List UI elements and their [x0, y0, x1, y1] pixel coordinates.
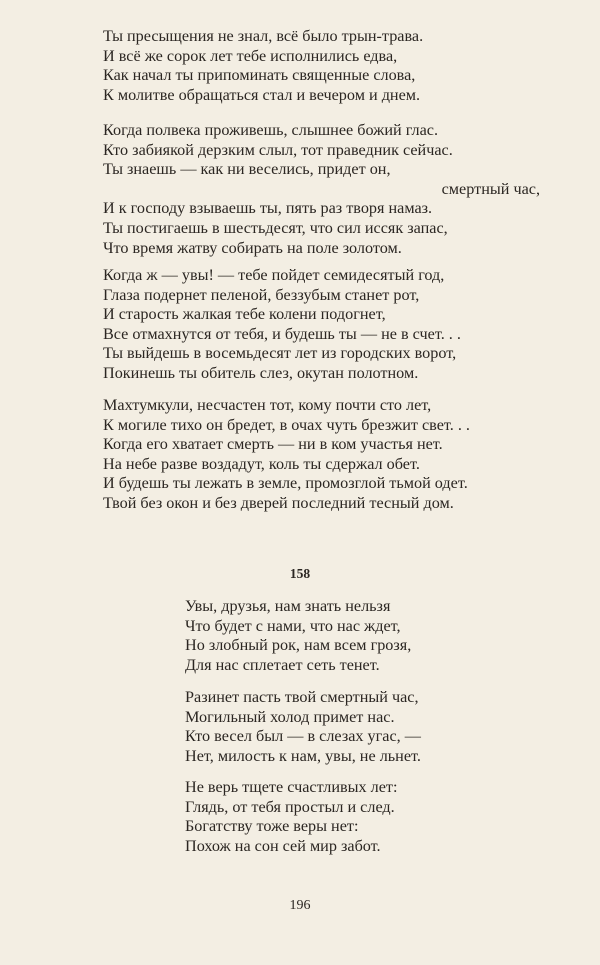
verse-line: Увы, друзья, нам знать нельзя — [185, 597, 391, 615]
verse-line: К молитве обращаться стал и вечером и днем. — [103, 85, 421, 104]
verse-line: Для нас сплетает сеть тенет. — [185, 655, 380, 674]
verse-line: И к господу взываешь ты, пять раз творя намаз. — [103, 199, 433, 218]
verse-line: И будешь ты лежать в земле, промозглой тьмой одет. — [103, 474, 468, 493]
verse-line: Глаза подернет пеленой, беззубым станет рот, — [103, 285, 420, 304]
poem-number: 158 — [289, 566, 311, 581]
verse-line: Все отмахнутся от тебя, и будешь ты — не в счет. . . — [103, 324, 461, 343]
verse-line: Что время жатву собирать на поле золотом. — [103, 238, 402, 257]
page-number: 196 — [289, 898, 311, 913]
verse-line: И всё же сорок лет тебе исполнились едва, — [103, 46, 398, 65]
stanza-2 — [103, 121, 543, 258]
verse-line: Глядь, от тебя простыл и след. — [185, 797, 395, 816]
verse-line: Не верь тщете счастливых лет: — [185, 778, 398, 796]
verse-line: К могиле тихо он бредет, в очах чуть брезжит свет. . . — [103, 415, 470, 434]
verse-line: Могильный холод примет нас. — [185, 707, 395, 726]
verse-line: Твой без окон и без дверей последний тесный дом. — [103, 493, 454, 512]
verse-line: Разинет пасть твой смертный час, — [185, 688, 419, 706]
verse-line: Ты пресыщения не знал, всё было трын-трава. — [103, 27, 424, 45]
verse-line: Когда ж — увы! — тебе пойдет семидесятый год, — [103, 266, 445, 284]
stanza-6 — [185, 688, 505, 766]
verse-line: Как начал ты припоминать священные слова, — [103, 66, 416, 85]
verse-line: Кто забиякой дерзким слыл, тот праведник сейчас. — [103, 140, 453, 159]
verse-line: Когда полвека проживешь, слышнее божий глас. — [103, 121, 439, 139]
stanza-5 — [185, 597, 505, 675]
verse-line: Ты выйдешь в восемьдесят лет из городских ворот, — [103, 344, 457, 363]
stanza-1 — [103, 27, 543, 105]
verse-line: Кто весел был — в слезах угас, — — [185, 727, 421, 746]
stanza-3 — [103, 266, 543, 384]
verse-line: Махтумкули, несчастен тот, кому почти сто лет, — [103, 396, 432, 414]
verse-line: Когда его хватает смерть — ни в ком участья нет. — [103, 435, 443, 454]
verse-line: Ты постигаешь в шестьдесят, что сил иссяк запас, — [103, 218, 448, 237]
verse-line: Нет, милость к нам, увы, не льнет. — [185, 746, 421, 765]
verse-line: Но злобный рок, нам всем грозя, — [185, 636, 412, 655]
verse-line-continuation: смертный час, — [441, 179, 540, 198]
verse-line: И старость жалкая тебе колени подогнет, — [103, 305, 386, 324]
verse-line: Богатству тоже веры нет: — [185, 817, 359, 836]
verse-line: На небе разве воздадут, коль ты сдержал обет. — [103, 454, 420, 473]
verse-line: Ты знаешь — как ни веселись, придет он, — [103, 160, 391, 179]
verse-line: Что будет с нами, что нас ждет, — [185, 616, 401, 635]
stanza-4 — [103, 396, 543, 514]
verse-line: Покинешь ты обитель слез, окутан полотном. — [103, 363, 419, 382]
verse-line: Похож на сон сей мир забот. — [185, 836, 381, 855]
stanza-7 — [185, 778, 505, 856]
